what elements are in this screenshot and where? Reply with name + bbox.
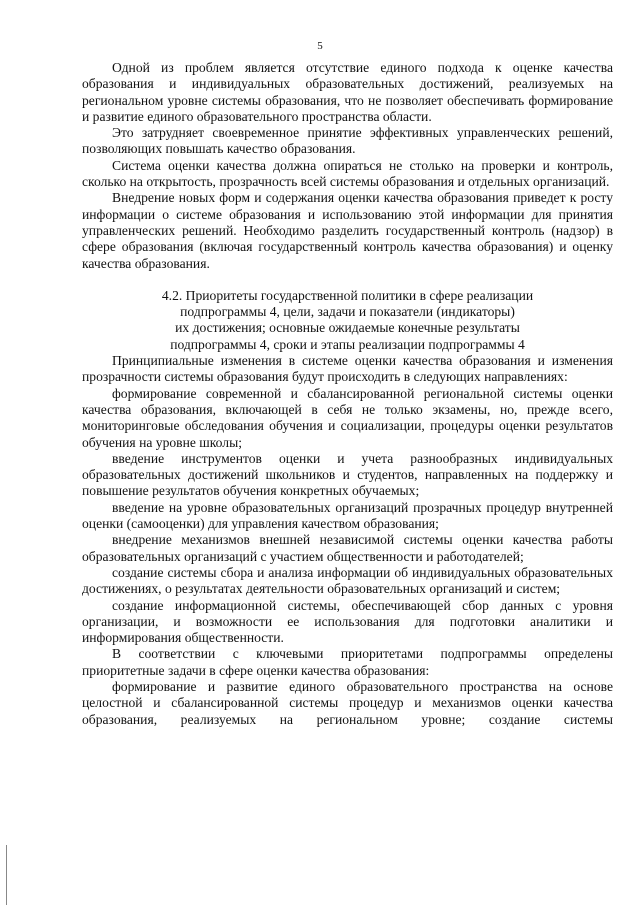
paragraph: формирование и развитие единого образовательного пространства на основе целостной и сбалансированной системы процедур и механизмов оценки качества образования, реализуемых на региональном уровне; создание системы <box>82 678 613 727</box>
paragraph: создание информационной системы, обеспечивающей сбор данных с уровня организации, и возможности ее использования для подготовки аналитики и информирования общественности. <box>82 597 613 646</box>
paragraph: Система оценки качества должна опираться не столько на проверки и контроль, сколько на открытость, прозрачность всей системы образования и отдельных организаций. <box>82 157 613 190</box>
document-body <box>82 60 613 728</box>
paragraph: Внедрение новых форм и содержания оценки качества образования приведет к росту информации о системе образования и использованию этой информации для принятия управленческих решений. Необходимо разделить государственный контроль (надзор) в сфере образования (включая государственный контроль качества образования) и оценку качества образования. <box>82 190 613 271</box>
paragraph: введение на уровне образовательных организаций прозрачных процедур внутренней оценки (самооценки) для управления качеством образования; <box>82 499 613 532</box>
paragraph: Это затрудняет своевременное принятие эффективных управленческих решений, позволяющих повышать качество образования. <box>82 125 613 157</box>
paragraph: введение инструментов оценки и учета разнообразных индивидуальных образовательных достижений школьников и студентов, направленных на поддержку и повышение результатов обучения конкретных обучаемых; <box>82 450 613 499</box>
section-heading-line: 4.2. Приоритеты государственной политики в сфере реализации <box>161 287 534 303</box>
page-number: 5 <box>317 40 323 52</box>
paragraph: создание системы сбора и анализа информации об индивидуальных образовательных достижениях, о результатах деятельности образовательных организаций и систем; <box>82 564 613 597</box>
section-heading-line: подпрограммы 4, сроки и этапы реализации подпрограммы 4 <box>170 336 525 352</box>
scan-edge-line <box>6 845 7 905</box>
section-heading-line: их достижения; основные ожидаемые конечные результаты <box>175 320 520 336</box>
section-heading <box>82 288 613 353</box>
section-heading-line: подпрограммы 4, цели, задачи и показатели (индикаторы) <box>180 304 515 320</box>
paragraph: Одной из проблем является отсутствие единого подхода к оценке качества образования и индивидуальных образовательных достижений, реализуемых на региональном уровне системы образования, что не позволяет обеспечивать формирование и развитие единого образовательного пространства области. <box>82 60 613 124</box>
paragraph: внедрение механизмов внешней независимой системы оценки качества работы образовательных организаций с участием общественности и работодателей; <box>82 532 613 564</box>
paragraph: формирование современной и сбалансированной региональной системы оценки качества образования, включающей в себя не только экзамены, но, прежде всего, мониторинговые обследования обучения и социализации, процедуры оценки результатов обучения на уровне школы; <box>82 385 613 450</box>
paragraph: В соответствии с ключевыми приоритетами подпрограммы определены приоритетные задачи в сфере оценки качества образования: <box>82 646 613 678</box>
paragraph: Принципиальные изменения в системе оценки качества образования и изменения прозрачности системы образования будут происходить в следующих направлениях: <box>82 353 613 385</box>
